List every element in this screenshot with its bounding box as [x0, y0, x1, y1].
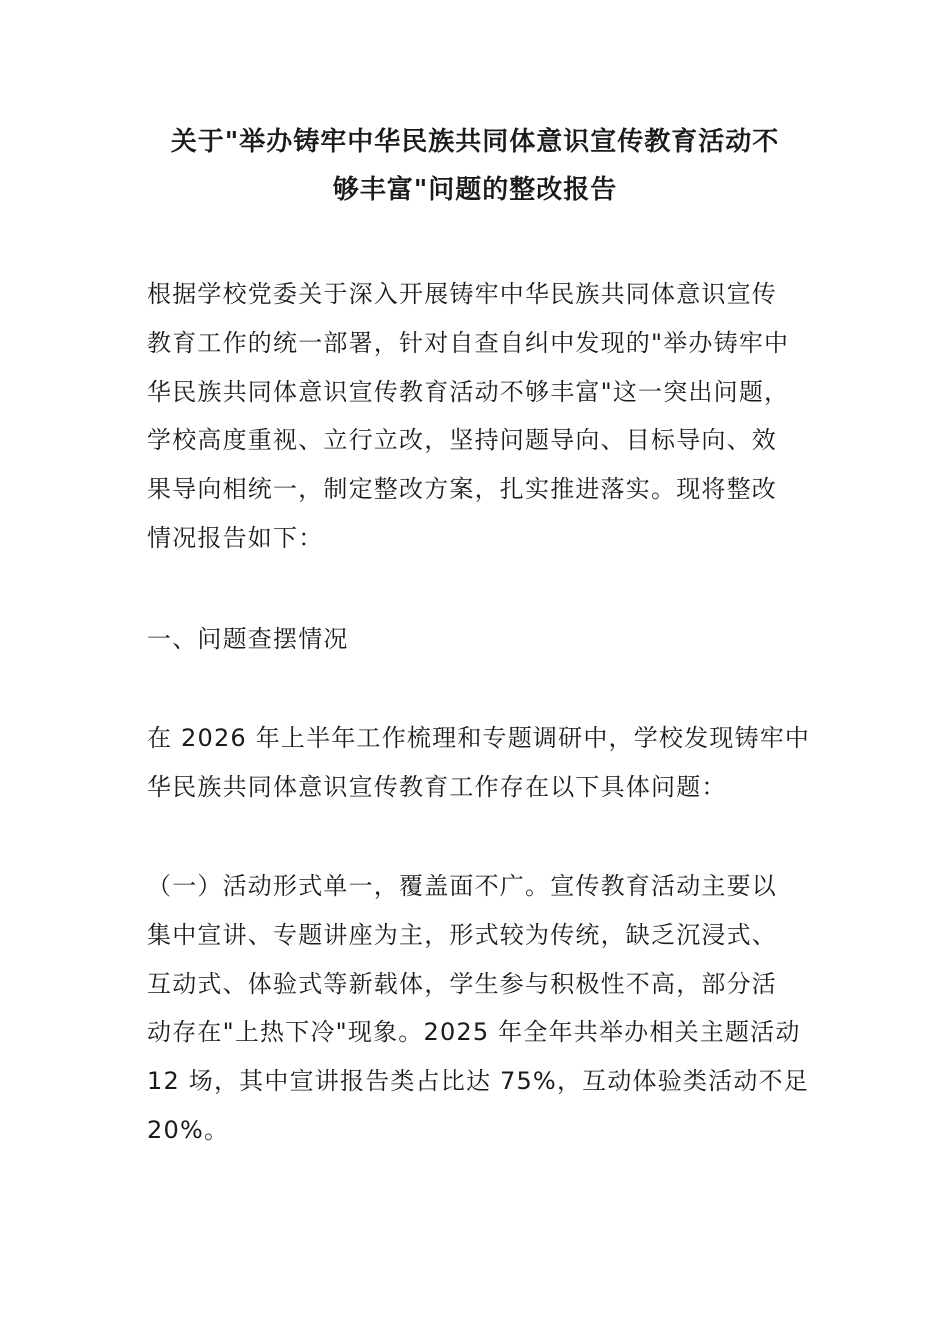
paragraph-line: 20%。 [147, 1115, 230, 1144]
title-line: 关于"举办铸牢中华民族共同体意识宣传教育活动不 [170, 127, 780, 157]
section-heading-text: 一、问题查摆情况 [147, 625, 349, 653]
paragraph-line: 果导向相统一，制定整改方案，扎实推进落实。现将整改 [147, 475, 777, 504]
title-line: 够丰富"问题的整改报告 [332, 175, 618, 205]
paragraph-line: 教育工作的统一部署，针对自查自纠中发现的"举办铸牢中 [147, 328, 790, 357]
paragraph-line: 华民族共同体意识宣传教育活动不够丰富"这一突出问题， [147, 377, 790, 406]
paragraph-line: 在 2026 年上半年工作梳理和专题调研中，学校发现铸牢中 [147, 724, 811, 752]
paragraph-line: 动存在"上热下冷"现象。2025 年全年共举办相关主题活动 [147, 1018, 801, 1047]
section-intro-paragraph [147, 714, 811, 812]
intro-paragraph [147, 270, 807, 563]
paragraph-line: 互动式、体验式等新载体，学生参与积极性不高，部分活 [147, 969, 777, 998]
paragraph-line: 学校高度重视、立行立改，坚持问题导向、目标导向、效 [147, 426, 777, 455]
paragraph-line: 根据学校党委关于深入开展铸牢中华民族共同体意识宣传 [147, 280, 777, 308]
paragraph-line: 12 场，其中宣讲报告类占比达 75%，互动体验类活动不足 [147, 1067, 809, 1096]
paragraph-line: 华民族共同体意识宣传教育工作存在以下具体问题： [147, 772, 727, 801]
document-title [145, 118, 805, 214]
paragraph-line: （一）活动形式单一，覆盖面不广。宣传教育活动主要以 [147, 872, 777, 900]
paragraph-line: 情况报告如下： [147, 523, 324, 552]
issue-item-paragraph [147, 862, 807, 1155]
paragraph-line: 集中宣讲、专题讲座为主，形式较为传统，缺乏沉浸式、 [147, 920, 777, 949]
section-heading [147, 615, 807, 664]
